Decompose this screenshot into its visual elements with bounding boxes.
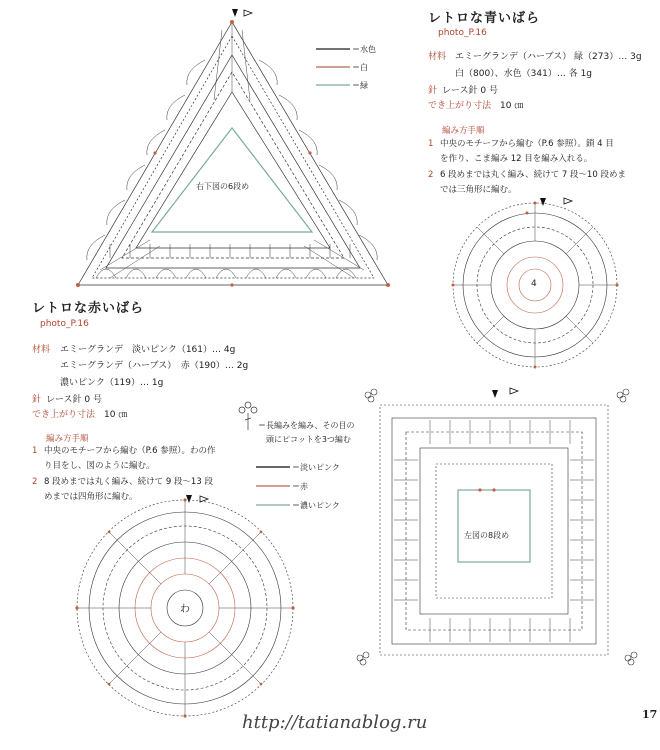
picot-note-line1: ＝長編みを編み、その目の	[258, 421, 355, 430]
bottom-step-1	[32, 444, 232, 474]
triangle-center-label: 右下図の6段め	[196, 182, 250, 191]
step-text: 8 段めまでは丸く編み、続けて 9 段〜13 段	[44, 477, 213, 487]
corner-clover-icons	[357, 389, 637, 665]
step-number: 1	[428, 139, 434, 149]
step-text-cont: り目をし、図のように編む。	[44, 461, 155, 471]
step-text-cont: を作り、こま編み 12 目を編み入れる。	[440, 154, 593, 164]
end-arrow-icon	[564, 198, 572, 204]
top-steps-heading: 編み方手順	[442, 126, 485, 136]
picot-note-line2: 頭にピコットを3つ編む	[266, 435, 351, 444]
bottom-step-2	[32, 475, 232, 505]
step-number: 2	[428, 170, 434, 180]
end-arrow-icon	[244, 10, 252, 16]
top-pattern-photo: photo_P.16	[438, 28, 487, 38]
start-arrow-icon	[540, 198, 546, 206]
start-arrow-icon	[232, 9, 238, 17]
top-size-value: 10 ㎝	[500, 101, 524, 111]
small-center-label: 4	[531, 279, 537, 289]
top-needle-value: レース針 0 号	[442, 86, 498, 96]
ring-label: わ	[180, 604, 190, 615]
step-number: 1	[32, 446, 38, 456]
legend-top-item-3: ＝緑	[352, 81, 368, 90]
legend-top-item-1: ＝水色	[352, 45, 376, 54]
bottom-materials-line1: エミーグランデ 淡いピンク（161）… 4g	[60, 345, 236, 355]
top-materials-line1: エミーグランデ（ハーブス） 緑（273）… 3g	[455, 52, 642, 62]
top-pattern-title: レトロな青いばら	[428, 11, 541, 26]
page-number: 17	[642, 708, 658, 721]
bottom-size-value: 10 ㎝	[104, 410, 128, 420]
top-materials-label: 材料	[428, 52, 447, 62]
legend-bottom-item-2: ＝赤	[292, 482, 308, 491]
watermark: http://tatianablog.ru	[242, 712, 428, 733]
bottom-needle-value: レース針 0 号	[46, 395, 102, 405]
square-center-label: 左図の8段め	[464, 531, 510, 540]
bottom-materials-line3: 濃いピンク（119）… 1g	[60, 378, 164, 388]
legend-bottom-item-3: ＝濃いピンク	[292, 501, 340, 510]
top-step-1	[428, 137, 638, 167]
top-step-2	[428, 168, 638, 198]
step-text: 中央のモチーフから編む（P.6 参照）。わの作	[44, 446, 216, 456]
step-text: 6 段めまでは丸く編み、続けて 7 段〜10 段めま	[440, 170, 626, 180]
top-needle-label: 針	[428, 86, 438, 96]
start-arrow-icon	[492, 390, 498, 398]
bottom-needle-label: 針	[32, 395, 42, 405]
top-materials-line2: 白（800）、水色（341）… 各 1g	[455, 69, 593, 79]
end-arrow-icon	[510, 388, 518, 394]
top-size-label: でき上がり寸法	[428, 101, 492, 111]
bottom-pattern-photo: photo_P.16	[40, 319, 89, 329]
step-text-cont: めまでは四角形に編む。	[44, 492, 138, 502]
bottom-steps-heading: 編み方手順	[46, 434, 89, 444]
step-number: 2	[32, 477, 38, 487]
legend-top-item-2: ＝白	[352, 63, 368, 72]
bottom-materials-label: 材料	[32, 345, 51, 355]
picot-icon	[239, 402, 257, 430]
legend-bottom-item-1: ＝淡いピンク	[292, 463, 340, 472]
bottom-pattern-title: レトロな赤いばら	[32, 301, 145, 316]
bottom-size-label: でき上がり寸法	[32, 410, 96, 420]
step-text: 中央のモチーフから編む（P.6 参照）。鎖 4 目	[440, 139, 614, 149]
bottom-materials-line2: エミーグランデ（ハーブス） 赤（190）… 2g	[60, 361, 249, 371]
step-text-cont: では三角形に編む。	[440, 185, 517, 195]
